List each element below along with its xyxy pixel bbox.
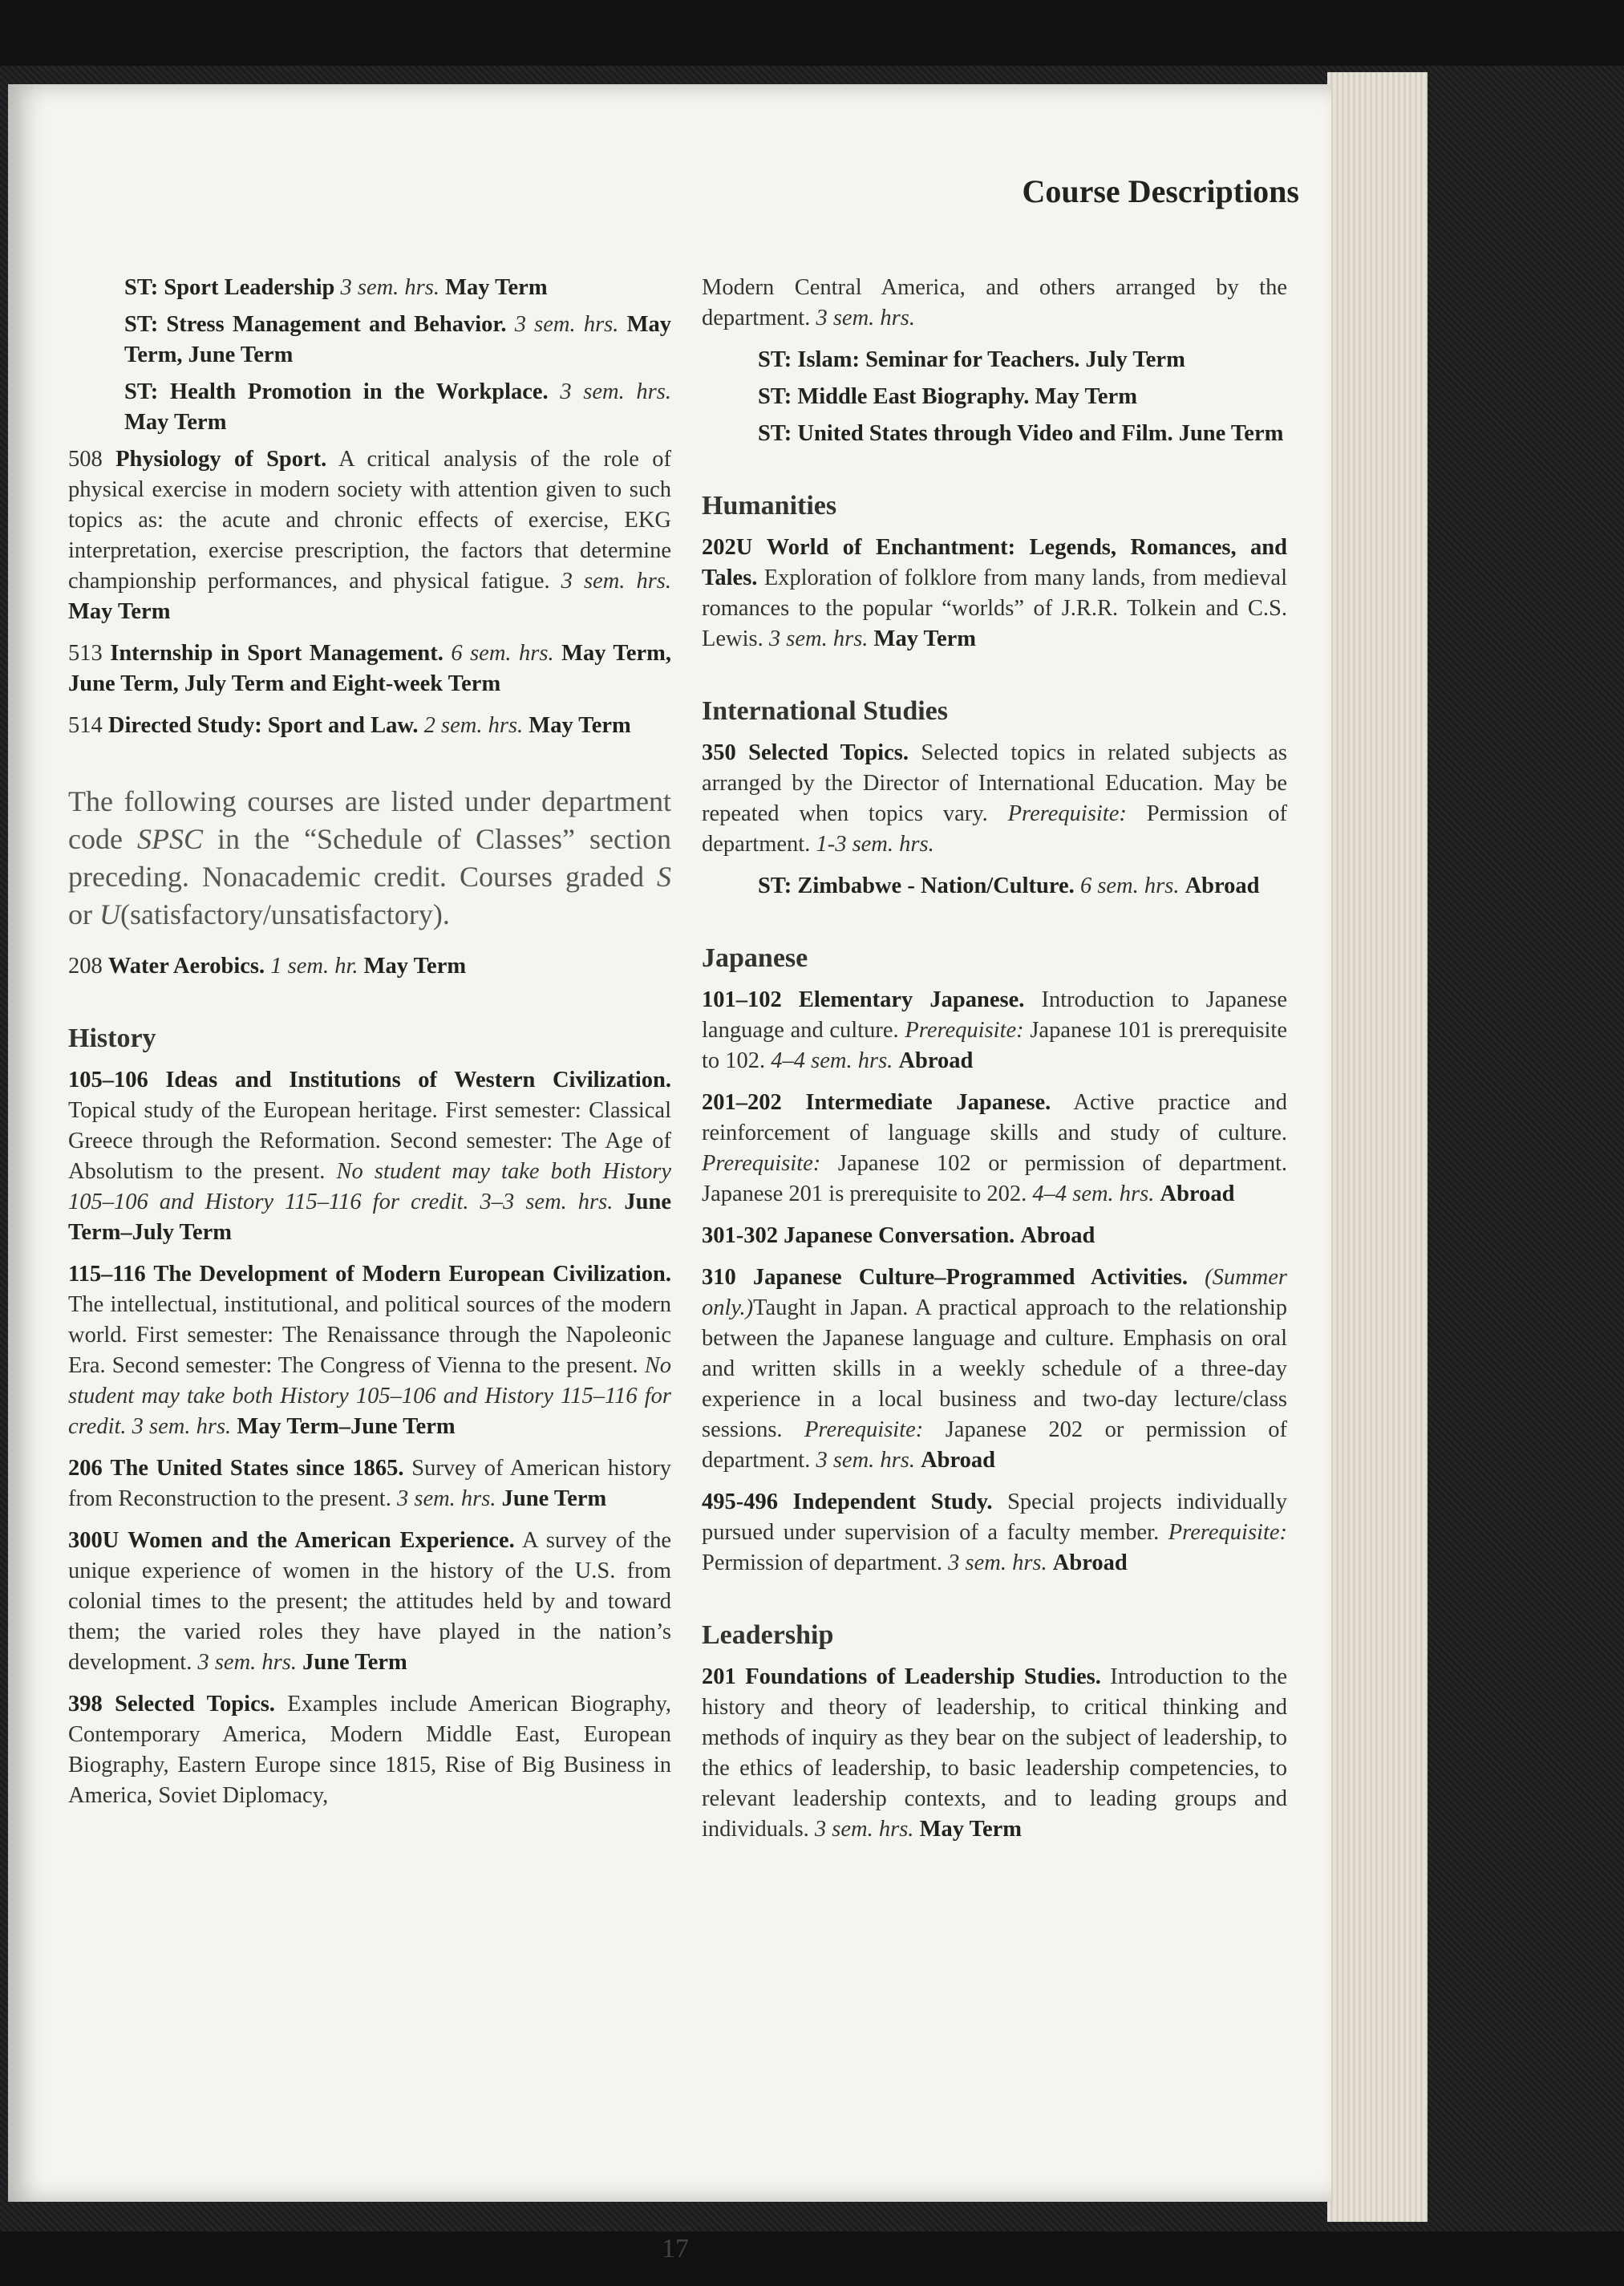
course-entry	[702, 1263, 1287, 1476]
course-term: May Term	[68, 599, 171, 624]
course-title: Foundations of Leadership Studies.	[745, 1664, 1101, 1689]
section-heading-japanese: Japanese	[702, 943, 808, 973]
course-credit: 3 sem. hrs.	[768, 626, 869, 651]
prereq-text: Permission of department.	[702, 1550, 942, 1575]
course-term: May Term, June Term, July Term and Eight-week Term	[68, 641, 671, 696]
course-title: Elementary Japanese.	[798, 987, 1025, 1012]
course-number: 206	[68, 1456, 103, 1481]
course-term: June Term–July Term	[68, 1190, 672, 1245]
course-entry	[68, 1259, 671, 1442]
course-entry	[702, 738, 1287, 860]
grade-s: S	[657, 861, 672, 893]
course-entry	[68, 1526, 671, 1678]
course-title: Internship in Sport Management.	[110, 641, 443, 666]
course-title: Independent Study.	[792, 1490, 993, 1514]
course-title: Japanese Conversation.	[784, 1223, 1015, 1248]
course-credit: 3 sem. hrs.	[816, 1448, 915, 1473]
course-description: Modern Central America, and others arranged by the department.	[702, 275, 1287, 330]
course-term: May Term–June Term	[237, 1414, 456, 1439]
course-title: Directed Study: Sport and Law.	[107, 713, 419, 738]
course-term: Abroad	[921, 1448, 996, 1473]
course-number: 115–116	[68, 1262, 146, 1287]
course-credit: 1 sem. hr.	[270, 954, 358, 979]
course-title: Ideas and Institutions of Western Civilization.	[165, 1068, 672, 1092]
course-term: May Term	[529, 713, 631, 738]
right-column	[702, 273, 1287, 1856]
course-number: 105–106	[68, 1068, 148, 1092]
course-number: 201–202	[702, 1090, 782, 1115]
left-column	[68, 273, 671, 1822]
course-description: Selected topics in related subjects as arranged by the Director of International Education. May be repeated when topics vary.	[702, 740, 1288, 826]
course-description: Survey of American history from Reconstruction to the present.	[68, 1456, 671, 1511]
course-entry	[702, 382, 1287, 412]
course-description: Active practice and reinforcement of language skills and study of culture.	[702, 1090, 1288, 1145]
section-heading-history: History	[68, 1023, 156, 1053]
course-description: Examples include American Biography, Contemporary America, Modern Middle East, European Biography, Eastern Europe since 1815, Rise of Big Business in America, Soviet Diplomacy,	[68, 1692, 672, 1808]
course-description: Introduction to Japanese language and culture.	[702, 987, 1287, 1043]
course-entry	[702, 533, 1287, 655]
course-credit: 3 sem. hrs.	[560, 379, 671, 404]
course-term: Abroad	[1020, 1223, 1095, 1248]
grade-u: U	[99, 898, 120, 930]
course-entry	[68, 273, 671, 303]
course-number: 513	[68, 641, 103, 666]
course-term: July Term	[1085, 347, 1185, 372]
section-heading-international-studies: International Studies	[702, 696, 948, 726]
course-number: 398	[68, 1692, 103, 1717]
course-title: The United States since 1865.	[110, 1456, 404, 1481]
course-description: Special projects individually pursued under supervision of a faculty member.	[702, 1490, 1287, 1545]
notice-text: (satisfactory/unsatisfactory).	[120, 898, 450, 930]
course-description: Introduction to the history and theory of leadership, to critical thinking and methods of inquiry as they bear on the subject of leadership, to the ethics of leadership, to basic leadership competencies, to relevant leadership contexts, and to leading groups and individuals.	[702, 1664, 1288, 1842]
prereq-text: Permission of department.	[702, 801, 1288, 857]
course-credit: 3 sem. hrs.	[340, 275, 439, 300]
course-description: A critical analysis of the role of physical exercise in modern society with attention given to such topics as: the acute and chronic effects of exercise, EKG interpretation, exercise prescription, the factors that determine championship performances, and physical fatigue.	[68, 447, 671, 594]
notice-text: in the “Schedule of Classes” section preceding. Nonacademic credit. Courses graded	[68, 823, 672, 893]
course-entry	[68, 444, 671, 627]
course-term: Abroad	[1160, 1182, 1235, 1206]
course-title: Water Aerobics.	[107, 954, 265, 979]
course-credit: 3 sem. hrs.	[561, 569, 671, 594]
course-note: No student may take both History 105–106 and History 115–116 for credit.	[68, 1159, 671, 1214]
course-description: The intellectual, institutional, and political sources of the modern world. First semester: The Renaissance through the Napoleonic Era. Second semester: The Congress of Vienna to the present.	[68, 1292, 671, 1378]
course-credit: 3 sem. hrs.	[514, 312, 619, 337]
course-entry	[702, 1088, 1287, 1210]
course-title: The Development of Modern European Civilization.	[153, 1262, 671, 1287]
course-number: 202U	[702, 535, 753, 560]
course-term: May Term	[1035, 384, 1137, 409]
course-description: A survey of the unique experience of women in the history of the U.S. from colonial times to the present; the attitudes held by and toward them; the varied roles they have played in the nation’s development.	[68, 1528, 671, 1675]
prereq-label: Prerequisite:	[1168, 1520, 1288, 1545]
course-term: June Term	[1178, 421, 1284, 446]
course-entry	[68, 638, 671, 699]
course-term: Abroad	[898, 1048, 974, 1073]
course-number: 201	[702, 1664, 736, 1689]
course-entry	[702, 1662, 1287, 1845]
course-entry	[702, 345, 1287, 375]
course-number: 208	[68, 954, 103, 979]
course-credit: 2 sem. hrs.	[423, 713, 524, 738]
course-term: June Term	[302, 1650, 407, 1675]
course-term: May Term, June Term	[124, 312, 671, 367]
course-credit: 3 sem. hrs.	[814, 1817, 914, 1842]
page-edges	[1327, 72, 1428, 2222]
course-credit: 3 sem. hrs.	[132, 1414, 232, 1439]
course-title: ST: Middle East Biography.	[758, 384, 1030, 409]
course-number: 101–102	[702, 987, 782, 1012]
course-number: 301-302	[702, 1223, 778, 1248]
course-note: (Summer only.)	[702, 1265, 1288, 1320]
course-title: Selected Topics.	[748, 740, 909, 765]
course-term: May Term	[873, 626, 976, 651]
course-term: June Term	[501, 1486, 607, 1511]
page-number: 17	[662, 2234, 689, 2264]
course-title: ST: Health Promotion in the Workplace.	[124, 379, 549, 404]
course-description: Topical study of the European heritage. First semester: Classical Greece through the Reformation. Second semester: The Age of Absolutism to the present.	[68, 1098, 671, 1184]
prereq-text: Japanese 202 or permission of department.	[702, 1417, 1288, 1473]
course-entry	[702, 871, 1287, 902]
course-title: Physiology of Sport.	[115, 447, 327, 472]
course-credit: 3 sem. hrs.	[396, 1486, 496, 1511]
course-title: World of Enchantment: Legends, Romances, and Tales.	[702, 535, 1287, 590]
course-number: 508	[68, 447, 103, 472]
course-title: Selected Topics.	[115, 1692, 275, 1717]
course-credit: 6 sem. hrs.	[451, 641, 554, 666]
course-number: 514	[68, 713, 103, 738]
notice-text: The following courses are listed under department code	[68, 785, 671, 855]
prereq-text: Japanese 101 is prerequisite to 102.	[702, 1018, 1287, 1073]
course-title: ST: Islam: Seminar for Teachers.	[758, 347, 1080, 372]
course-entry	[68, 377, 671, 438]
course-number: 300U	[68, 1528, 119, 1553]
course-entry	[68, 711, 671, 741]
course-title: ST: Zimbabwe - Nation/Culture.	[758, 873, 1075, 898]
course-credit: 3 sem. hrs.	[816, 306, 915, 330]
course-entry	[68, 310, 671, 371]
course-credit: 3 sem. hrs.	[197, 1650, 297, 1675]
course-number: 495-496	[702, 1490, 778, 1514]
course-term: May Term	[363, 954, 467, 979]
course-title: Women and the American Experience.	[128, 1528, 515, 1553]
spsc-notice	[68, 783, 671, 934]
course-term: May Term	[445, 275, 548, 300]
course-title: ST: United States through Video and Film.	[758, 421, 1173, 446]
course-title: ST: Stress Management and Behavior.	[124, 312, 507, 337]
course-number: 310	[702, 1265, 736, 1290]
course-note: No student may take both History 105–106 and History 115–116 for credit.	[68, 1353, 671, 1439]
course-title: ST: Sport Leadership	[124, 275, 335, 300]
course-credit: 3 sem. hrs.	[948, 1550, 1047, 1575]
prereq-label: Prerequisite:	[702, 1151, 821, 1176]
course-description: Exploration of folklore from many lands, from medieval romances to the popular “worlds” of J.R.R. Tolkein and C.S. Lewis.	[702, 565, 1287, 651]
notice-text: or	[68, 898, 92, 930]
course-term: May Term	[124, 410, 227, 435]
course-credit: 1-3 sem. hrs.	[816, 832, 934, 857]
section-heading-humanities: Humanities	[702, 491, 837, 521]
prereq-label: Prerequisite:	[905, 1018, 1024, 1043]
course-entry	[702, 419, 1287, 449]
course-title: Intermediate Japanese.	[805, 1090, 1051, 1115]
course-entry	[68, 1065, 671, 1248]
course-description: Taught in Japan. A practical approach to the relationship between the Japanese language and culture. Emphasis on oral and written skills in a weekly schedule of a three-day experience in a local business and two-day lecture/class sessions.	[702, 1295, 1287, 1442]
course-entry	[702, 1487, 1287, 1579]
prereq-text: Japanese 102 or permission of department. Japanese 201 is prerequisite to 202.	[702, 1151, 1287, 1206]
catalog-page	[8, 84, 1331, 2264]
course-credit: 4–4 sem. hrs.	[771, 1048, 893, 1073]
course-title: Japanese Culture–Programmed Activities.	[752, 1265, 1189, 1290]
prereq-label: Prerequisite:	[1007, 801, 1127, 826]
course-credit: 4–4 sem. hrs.	[1032, 1182, 1155, 1206]
course-entry	[68, 1453, 671, 1514]
course-number: 350	[702, 740, 736, 765]
course-credit: 3–3 sem. hrs.	[480, 1190, 614, 1214]
course-term: May Term	[919, 1817, 1023, 1842]
prereq-label: Prerequisite:	[804, 1417, 924, 1442]
course-term: Abroad	[1185, 873, 1260, 898]
course-entry	[702, 1221, 1287, 1251]
course-credit: 6 sem. hrs.	[1079, 873, 1180, 898]
course-entry	[68, 1689, 671, 1811]
course-entry	[702, 985, 1287, 1076]
section-heading-leadership: Leadership	[702, 1620, 834, 1650]
running-head: Course Descriptions	[1022, 173, 1299, 209]
course-entry	[68, 951, 671, 982]
department-code: SPSC	[137, 823, 204, 855]
course-term: Abroad	[1052, 1550, 1128, 1575]
course-continuation	[702, 273, 1287, 334]
